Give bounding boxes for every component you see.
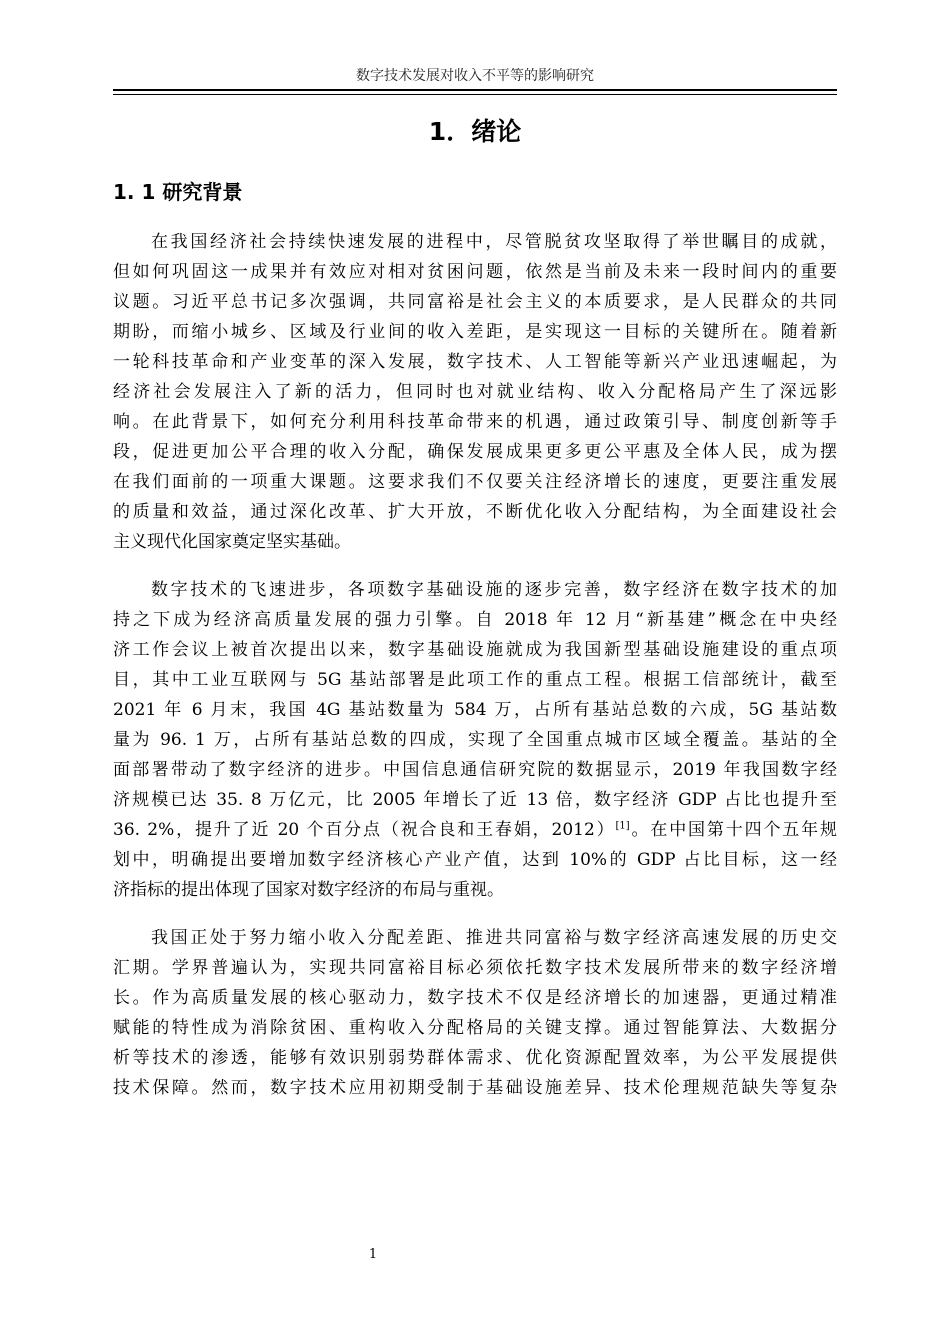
text-line: 段，促进更加公平合理的收入分配，确保发展成果更多更公平惠及全体人民，成为摆 bbox=[113, 442, 837, 462]
text-line: 量为 96. 1 万，占所有基站总数的四成，实现了全国重点城市区域全覆盖。基站的全 bbox=[113, 730, 837, 750]
text-line: 2021 年 6 月末，我国 4G 基站数量为 584 万，占所有基站总数的六成，5G 基站数 bbox=[113, 700, 837, 720]
header-rule-thin bbox=[113, 94, 837, 95]
body-text bbox=[113, 227, 837, 1121]
text-line: 赋能的特性成为消除贫困、重构收入分配格局的关键支撑。通过智能算法、大数据分 bbox=[113, 1018, 837, 1038]
text-line: 议题。习近平总书记多次强调，共同富裕是社会主义的本质要求，是人民群众的共同 bbox=[113, 292, 837, 312]
text-line: 主义现代化国家奠定坚实基础。 bbox=[113, 532, 351, 552]
paragraph-3 bbox=[113, 923, 837, 1103]
text-line: 数字技术的飞速进步，各项数字基础设施的逐步完善，数字经济在数字技术的加 bbox=[151, 580, 837, 600]
text-line: 划中，明确提出要增加数字经济核心产业产值，达到 10%的 GDP 占比目标，这一经 bbox=[113, 850, 837, 870]
text-line: 济规模已达 35. 8 万亿元，比 2005 年增长了近 13 倍，数字经济 GDP 占比也提升至 bbox=[113, 790, 837, 810]
section-title: 1. 1 研究背景 bbox=[113, 180, 243, 204]
text-line: 经济社会发展注入了新的活力，但同时也对就业结构、收入分配格局产生了深远影 bbox=[113, 382, 837, 402]
text-line: 目，其中工业互联网与 5G 基站部署是此项工作的重点工程。根据工信部统计，截至 bbox=[113, 670, 837, 690]
text-line: 我国正处于努力缩小收入分配差距、推进共同富裕与数字经济高速发展的历史交 bbox=[151, 928, 837, 948]
text-line: 长。作为高质量发展的核心驱动力，数字技术不仅是经济增长的加速器，更通过精准 bbox=[113, 988, 837, 1008]
text-line: 在我国经济社会持续快速发展的进程中，尽管脱贫攻坚取得了举世瞩目的成就， bbox=[151, 232, 837, 252]
text-line: 期盼，而缩小城乡、区域及行业间的收入差距，是实现这一目标的关键所在。随着新 bbox=[113, 322, 837, 342]
text-segment: 。在中国第十四个五年规 bbox=[629, 820, 837, 840]
text-segment: 36. 2%，提升了近 20 个百分点（祝合良和王春娟，2012） bbox=[113, 820, 616, 840]
text-line: 汇期。学界普遍认为，实现共同富裕目标必须依托数字技术发展所带来的数字经济增 bbox=[113, 958, 837, 978]
header-rule-thick bbox=[113, 89, 837, 91]
text-line: 在我们面前的一项重大课题。这要求我们不仅要关注经济增长的速度，更要注重发展 bbox=[113, 472, 837, 492]
text-line: 响。在此背景下，如何充分利用科技革命带来的机遇，通过政策引导、制度创新等手 bbox=[113, 412, 837, 432]
text-line: 技术保障。然而，数字技术应用初期受制于基础设施差异、技术伦理规范缺失等复杂 bbox=[113, 1078, 837, 1098]
text-line: 面部署带动了数字经济的进步。中国信息通信研究院的数据显示，2019 年我国数字经 bbox=[113, 760, 837, 780]
citation-marker[interactable]: [1] bbox=[615, 820, 630, 832]
running-header: 数字技术发展对收入不平等的影响研究 bbox=[356, 68, 594, 84]
paragraph-1 bbox=[113, 227, 837, 557]
text-line: 济工作会议上被首次提出以来，数字基础设施就成为我国新型基础设施建设的重点项 bbox=[113, 640, 837, 660]
text-line: 持之下成为经济高质量发展的强力引擎。自 2018 年 12 月“新基建”概念在中央经 bbox=[113, 610, 837, 630]
text-line: 济指标的提出体现了国家对数字经济的布局与重视。 bbox=[113, 880, 504, 900]
text-line: 析等技术的渗透，能够有效识别弱势群体需求、优化资源配置效率，为公平发展提供 bbox=[113, 1048, 837, 1068]
text-line-with-citation bbox=[113, 815, 837, 845]
text-line: 但如何巩固这一成果并有效应对相对贫困问题，依然是当前及未来一段时间内的重要 bbox=[113, 262, 837, 282]
text-line: 一轮科技革命和产业变革的深入发展，数字技术、人工智能等新兴产业迅速崛起，为 bbox=[113, 352, 837, 372]
text-line: 的质量和效益，通过深化改革、扩大开放，不断优化收入分配结构，为全面建设社会 bbox=[113, 502, 837, 522]
page-number: 1 bbox=[368, 1247, 378, 1262]
chapter-title: 1．绪论 bbox=[428, 117, 522, 146]
paragraph-2 bbox=[113, 575, 837, 905]
